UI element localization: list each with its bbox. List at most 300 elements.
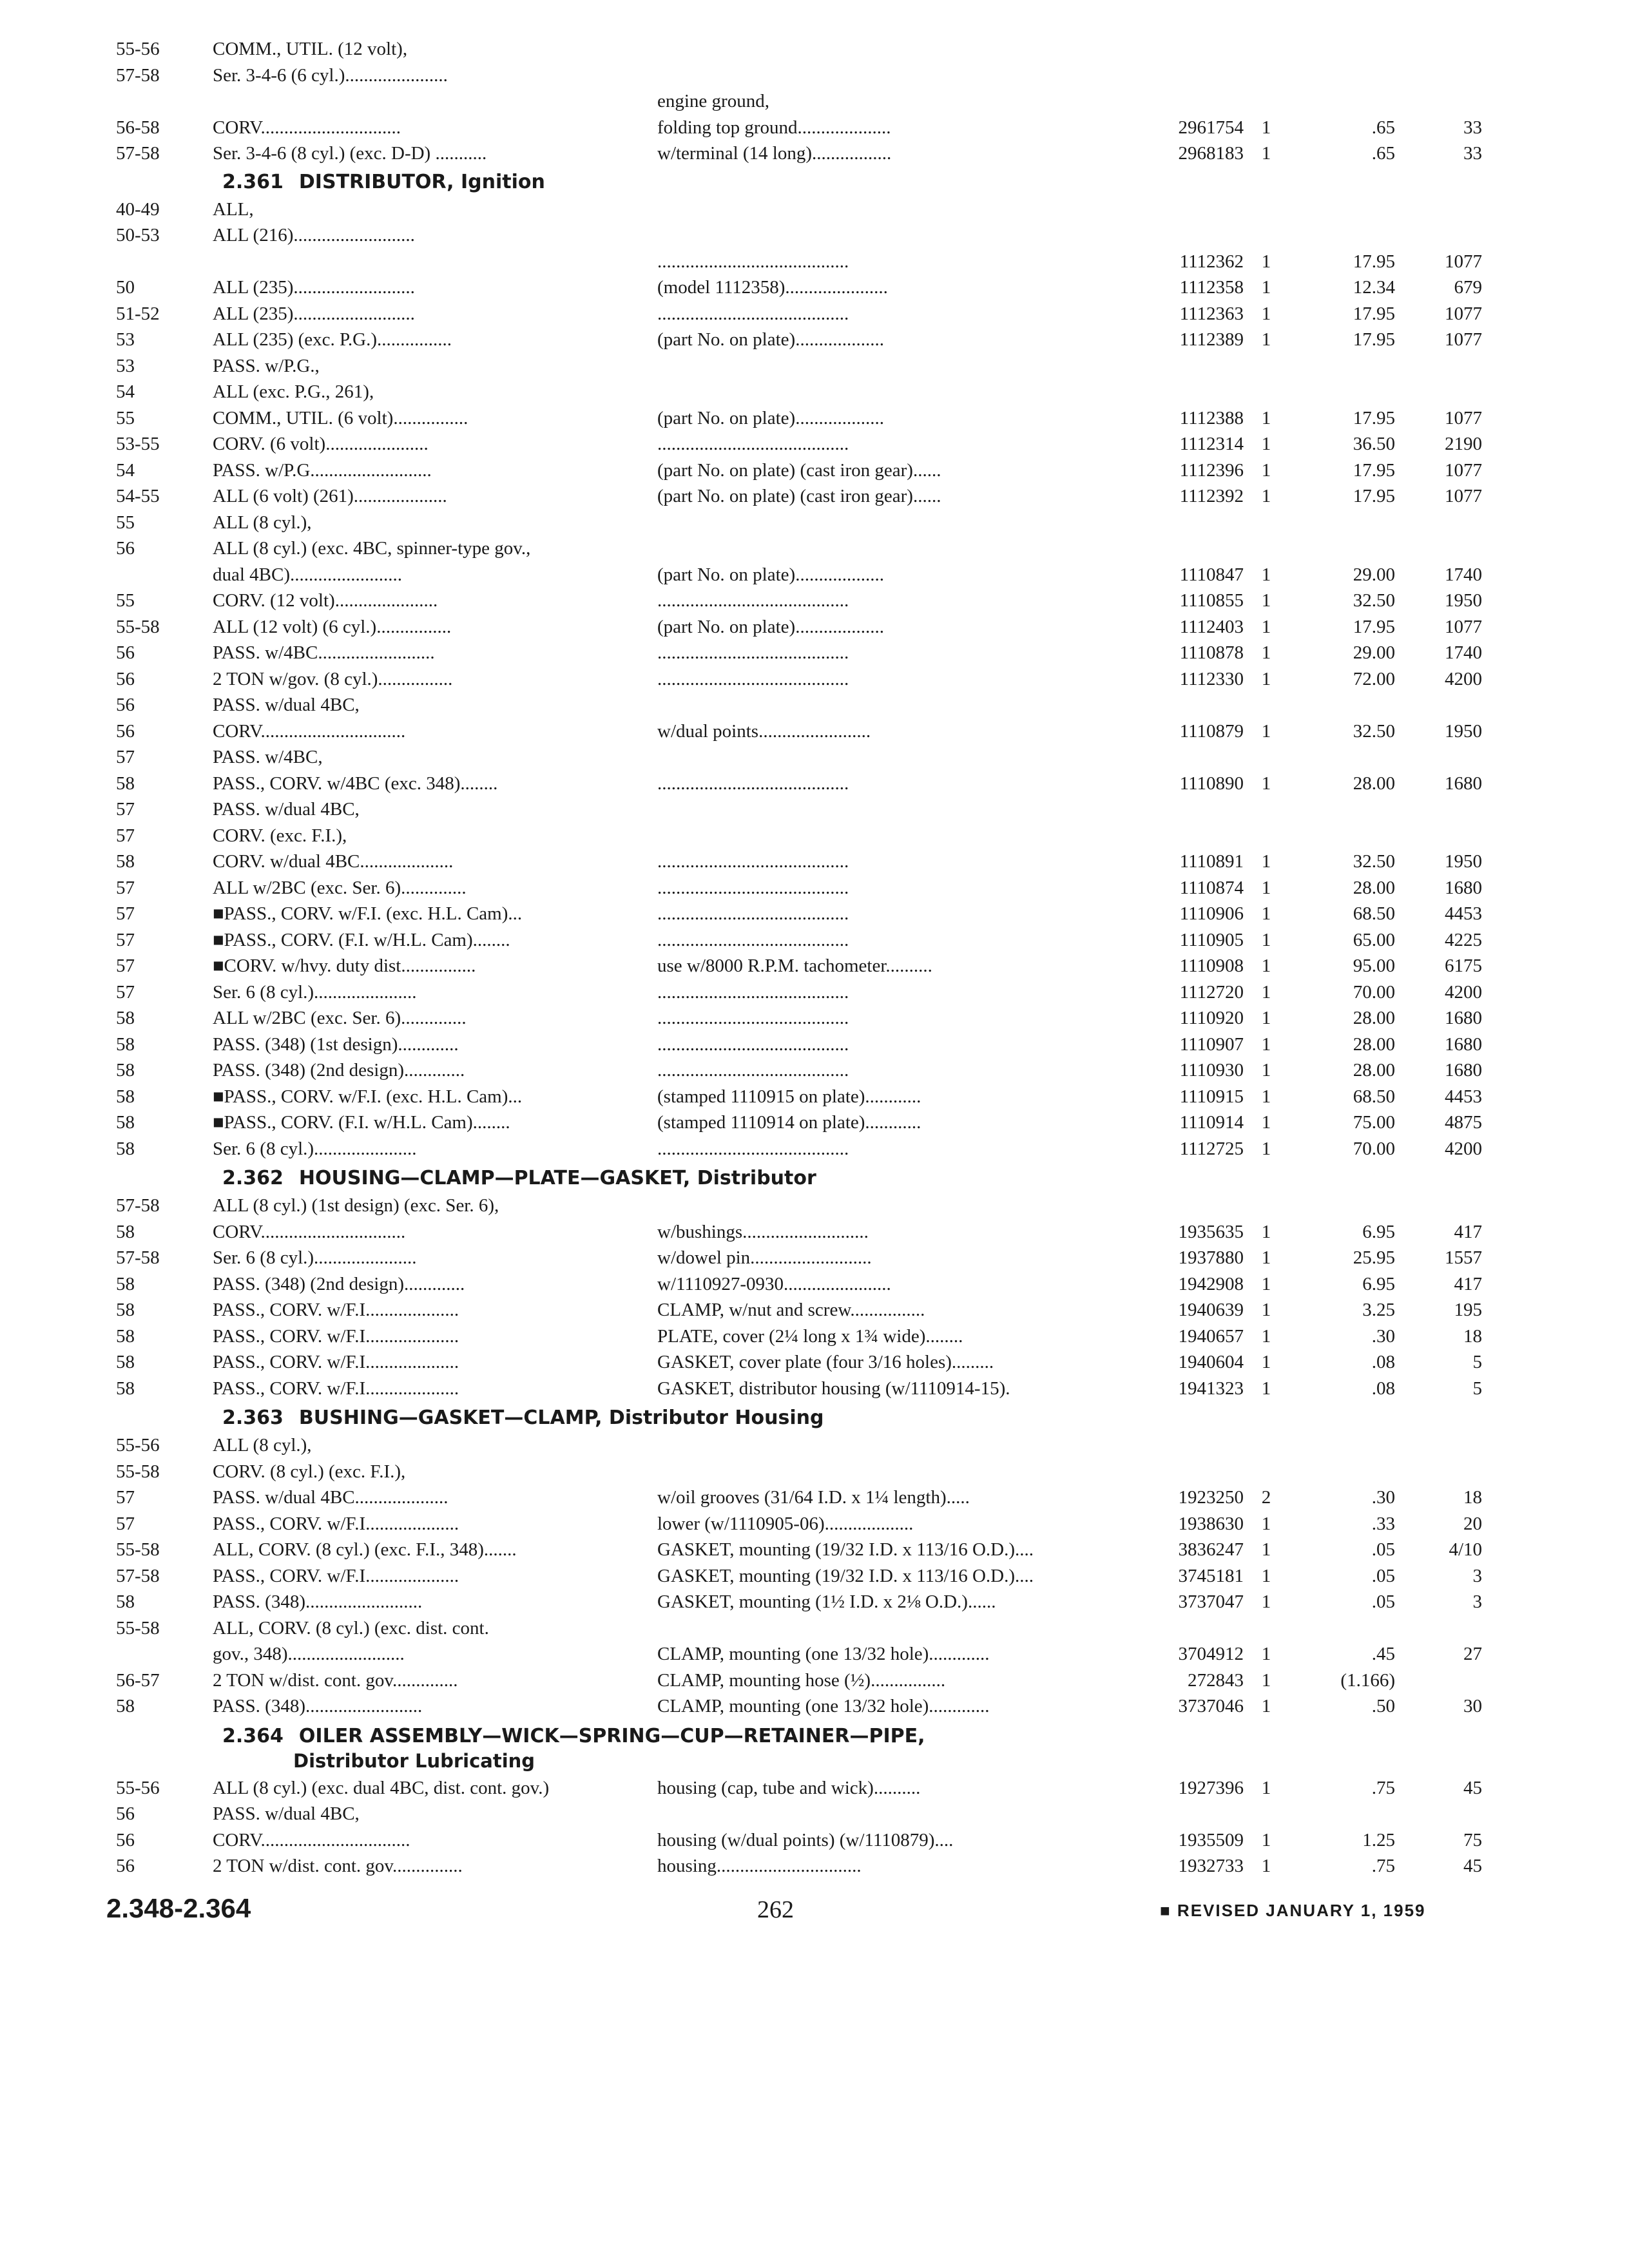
- application-cell: PASS. w/4BC,: [213, 747, 323, 767]
- description-cell: .........................................: [657, 930, 849, 950]
- application-cell: 2 TON w/gov. (8 cyl.)................: [213, 669, 453, 689]
- section-heading: [222, 1167, 816, 1190]
- description-cell: .........................................: [657, 982, 849, 1003]
- price-cell: 17.95: [1353, 303, 1395, 324]
- code-cell: 417: [1454, 1222, 1482, 1242]
- application-cell: PASS. (348).........................: [213, 1696, 423, 1716]
- code-cell: 2190: [1445, 434, 1482, 454]
- price-cell: 70.00: [1353, 982, 1395, 1003]
- description-cell: w/bushings...........................: [657, 1222, 869, 1242]
- quantity-cell: 1: [1261, 117, 1271, 138]
- part-number-cell: 1935635: [1178, 1222, 1244, 1242]
- application-cell: gov., 348).........................: [213, 1644, 405, 1664]
- year-cell: 56: [116, 695, 135, 715]
- quantity-cell: 1: [1261, 903, 1271, 924]
- code-cell: 18: [1463, 1326, 1482, 1347]
- part-number-cell: 1110920: [1179, 1008, 1244, 1028]
- quantity-cell: 1: [1261, 1566, 1271, 1586]
- quantity-cell: 1: [1261, 143, 1271, 164]
- quantity-cell: 1: [1261, 1247, 1271, 1268]
- part-number-cell: 3737047: [1178, 1591, 1244, 1612]
- part-number-cell: 1112388: [1179, 408, 1244, 428]
- year-cell: 55: [116, 590, 135, 611]
- year-cell: 58: [116, 1139, 135, 1159]
- application-cell: ALL (235)..........................: [213, 303, 415, 324]
- description-cell: housing...............................: [657, 1856, 862, 1876]
- description-cell: .........................................: [657, 669, 849, 689]
- section-number: 2.363: [222, 1407, 284, 1429]
- application-cell: CORV................................: [213, 1830, 410, 1850]
- part-number-cell: 1112363: [1179, 303, 1244, 324]
- description-cell: .........................................: [657, 851, 849, 872]
- year-cell: 58: [116, 1034, 135, 1055]
- description-cell: (part No. on plate)...................: [657, 408, 884, 428]
- quantity-cell: 1: [1261, 1591, 1271, 1612]
- code-cell: 1077: [1445, 617, 1482, 637]
- quantity-cell: 1: [1261, 1300, 1271, 1320]
- description-cell: .........................................: [657, 251, 849, 272]
- part-number-cell: 1940639: [1178, 1300, 1244, 1320]
- description-cell: lower (w/1110905-06)...................: [657, 1514, 914, 1534]
- description-cell: GASKET, mounting (1½ I.D. x 2⅛ O.D.)......: [657, 1591, 996, 1612]
- part-number-cell: 1112392: [1179, 486, 1244, 506]
- part-number-cell: 1112314: [1179, 434, 1244, 454]
- application-cell: CORV...............................: [213, 721, 406, 742]
- part-number-cell: 1932733: [1178, 1856, 1244, 1876]
- application-cell: PASS. w/dual 4BC....................: [213, 1487, 448, 1508]
- description-cell: GASKET, distributor housing (w/1110914-15).: [657, 1378, 1010, 1399]
- year-cell: 57: [116, 903, 135, 924]
- year-cell: 56-58: [116, 117, 160, 138]
- application-cell: ■PASS., CORV. (F.I. w/H.L. Cam)........: [213, 1112, 510, 1133]
- part-number-cell: 1940604: [1178, 1352, 1244, 1372]
- price-cell: .33: [1371, 1514, 1395, 1534]
- part-number-cell: 1110906: [1179, 903, 1244, 924]
- price-cell: .08: [1371, 1378, 1395, 1399]
- year-cell: 54: [116, 460, 135, 481]
- description-cell: .........................................: [657, 1060, 849, 1081]
- code-cell: 195: [1454, 1300, 1482, 1320]
- section-title: BUSHING—GASKET—CLAMP, Distributor Housing: [298, 1407, 824, 1429]
- price-cell: 32.50: [1353, 851, 1395, 872]
- code-cell: 3: [1472, 1591, 1482, 1612]
- application-cell: Ser. 6 (8 cyl.)......................: [213, 982, 417, 1003]
- price-cell: 68.50: [1353, 903, 1395, 924]
- year-cell: 57: [116, 982, 135, 1003]
- section-heading: [222, 1725, 925, 1748]
- code-cell: 1680: [1445, 1034, 1482, 1055]
- application-cell: PASS. w/4BC.........................: [213, 642, 435, 663]
- price-cell: 29.00: [1353, 564, 1395, 585]
- price-cell: 36.50: [1353, 434, 1395, 454]
- code-cell: 5: [1472, 1352, 1482, 1372]
- quantity-cell: 1: [1261, 930, 1271, 950]
- description-cell: w/dual points........................: [657, 721, 871, 742]
- part-number-cell: 1110907: [1179, 1034, 1244, 1055]
- year-cell: 55-58: [116, 1618, 160, 1639]
- year-cell: 55-56: [116, 1778, 160, 1798]
- quantity-cell: 1: [1261, 1034, 1271, 1055]
- quantity-cell: 1: [1261, 303, 1271, 324]
- year-cell: 55: [116, 512, 135, 533]
- quantity-cell: 1: [1261, 982, 1271, 1003]
- application-cell: PASS., CORV. w/F.I....................: [213, 1378, 459, 1399]
- part-number-cell: 1112330: [1179, 669, 1244, 689]
- application-cell: CORV..............................: [213, 117, 401, 138]
- description-cell: (part No. on plate) (cast iron gear)......: [657, 486, 941, 506]
- year-cell: 56: [116, 1803, 135, 1824]
- description-cell: GASKET, cover plate (four 3/16 holes).........: [657, 1352, 994, 1372]
- code-cell: 1077: [1445, 303, 1482, 324]
- year-cell: 55: [116, 408, 135, 428]
- application-cell: PASS., CORV. w/F.I....................: [213, 1514, 459, 1534]
- part-number-cell: 2968183: [1178, 143, 1244, 164]
- application-cell: Ser. 3-4-6 (8 cyl.) (exc. D-D) ...........: [213, 143, 487, 164]
- quantity-cell: 1: [1261, 1830, 1271, 1850]
- quantity-cell: 1: [1261, 1274, 1271, 1294]
- quantity-cell: 1: [1261, 590, 1271, 611]
- year-cell: 58: [116, 1326, 135, 1347]
- application-cell: PASS. (348).........................: [213, 1591, 423, 1612]
- description-cell: (part No. on plate)...................: [657, 564, 884, 585]
- application-cell: ■PASS., CORV. (F.I. w/H.L. Cam)........: [213, 930, 510, 950]
- price-cell: .65: [1371, 143, 1395, 164]
- part-number-cell: 1937880: [1178, 1247, 1244, 1268]
- year-cell: 57: [116, 1514, 135, 1534]
- price-cell: 12.34: [1353, 277, 1395, 298]
- year-cell: 55-58: [116, 617, 160, 637]
- price-cell: 6.95: [1362, 1222, 1395, 1242]
- application-cell: dual 4BC)........................: [213, 564, 403, 585]
- year-cell: 58: [116, 773, 135, 794]
- code-cell: 1077: [1445, 251, 1482, 272]
- application-cell: ALL (235)..........................: [213, 277, 415, 298]
- year-cell: 58: [116, 1008, 135, 1028]
- part-number-cell: 1110890: [1179, 773, 1244, 794]
- part-number-cell: 1110891: [1179, 851, 1244, 872]
- quantity-cell: 1: [1261, 1326, 1271, 1347]
- quantity-cell: 1: [1261, 408, 1271, 428]
- application-cell: ALL (8 cyl.) (exc. 4BC, spinner-type gov.,: [213, 538, 531, 559]
- year-cell: 54-55: [116, 486, 160, 506]
- application-cell: ALL (8 cyl.),: [213, 1435, 312, 1456]
- quantity-cell: 1: [1261, 1060, 1271, 1081]
- part-number-cell: 1942908: [1178, 1274, 1244, 1294]
- part-number-cell: 1112358: [1179, 277, 1244, 298]
- description-cell: w/oil grooves (31/64 I.D. x 1¼ length).....: [657, 1487, 970, 1508]
- quantity-cell: 1: [1261, 773, 1271, 794]
- description-cell: .........................................: [657, 903, 849, 924]
- code-cell: 1557: [1445, 1247, 1482, 1268]
- code-cell: 1680: [1445, 1060, 1482, 1081]
- application-cell: ALL (235) (exc. P.G.)................: [213, 329, 452, 350]
- price-cell: 28.00: [1353, 773, 1395, 794]
- year-cell: 56-57: [116, 1670, 160, 1691]
- price-cell: 32.50: [1353, 721, 1395, 742]
- code-cell: 4200: [1445, 982, 1482, 1003]
- year-cell: 51-52: [116, 303, 160, 324]
- part-number-cell: 1927396: [1178, 1778, 1244, 1798]
- part-number-cell: 3737046: [1178, 1696, 1244, 1716]
- application-cell: ■PASS., CORV. w/F.I. (exc. H.L. Cam)...: [213, 903, 523, 924]
- code-cell: 4453: [1445, 1086, 1482, 1107]
- year-cell: 57-58: [116, 65, 160, 86]
- price-cell: .75: [1371, 1778, 1395, 1798]
- code-cell: 20: [1463, 1514, 1482, 1534]
- description-cell: housing (cap, tube and wick)..........: [657, 1778, 921, 1798]
- price-cell: .08: [1371, 1352, 1395, 1372]
- part-number-cell: 1110908: [1179, 956, 1244, 976]
- price-cell: 17.95: [1353, 251, 1395, 272]
- section-heading: [222, 1407, 824, 1430]
- price-cell: (1.166): [1340, 1670, 1395, 1691]
- part-number-cell: 1941323: [1178, 1378, 1244, 1399]
- section-heading: [222, 171, 545, 194]
- year-cell: 58: [116, 1274, 135, 1294]
- description-cell: CLAMP, mounting (one 13/32 hole).............: [657, 1644, 990, 1664]
- code-cell: 45: [1463, 1856, 1482, 1876]
- description-cell: .........................................: [657, 590, 849, 611]
- quantity-cell: 1: [1261, 1139, 1271, 1159]
- code-cell: 1950: [1445, 851, 1482, 872]
- year-cell: 57-58: [116, 1195, 160, 1216]
- quantity-cell: 1: [1261, 956, 1271, 976]
- year-cell: 58: [116, 1300, 135, 1320]
- description-cell: CLAMP, w/nut and screw................: [657, 1300, 925, 1320]
- application-cell: CORV. (8 cyl.) (exc. F.I.),: [213, 1461, 406, 1482]
- price-cell: 25.95: [1353, 1247, 1395, 1268]
- application-cell: ALL,: [213, 199, 254, 220]
- quantity-cell: 1: [1261, 1222, 1271, 1242]
- application-cell: PASS., CORV. w/F.I....................: [213, 1326, 459, 1347]
- part-number-cell: 1940657: [1178, 1326, 1244, 1347]
- description-cell: engine ground,: [657, 91, 769, 111]
- description-cell: housing (w/dual points) (w/1110879)....: [657, 1830, 954, 1850]
- description-cell: CLAMP, mounting (one 13/32 hole).............: [657, 1696, 990, 1716]
- part-number-cell: 1110878: [1179, 642, 1244, 663]
- application-cell: CORV. (12 volt)......................: [213, 590, 438, 611]
- price-cell: 29.00: [1353, 642, 1395, 663]
- year-cell: 58: [116, 1352, 135, 1372]
- year-cell: 50-53: [116, 225, 160, 245]
- application-cell: PASS., CORV. w/4BC (exc. 348)........: [213, 773, 498, 794]
- description-cell: w/1110927-0930.......................: [657, 1274, 891, 1294]
- application-cell: PASS. w/dual 4BC,: [213, 695, 360, 715]
- code-cell: 1740: [1445, 564, 1482, 585]
- application-cell: ALL w/2BC (exc. Ser. 6)..............: [213, 878, 467, 898]
- code-cell: 679: [1454, 277, 1482, 298]
- year-cell: 58: [116, 1060, 135, 1081]
- price-cell: 28.00: [1353, 878, 1395, 898]
- price-cell: .50: [1371, 1696, 1395, 1716]
- application-cell: PASS., CORV. w/F.I....................: [213, 1566, 459, 1586]
- part-number-cell: 1112403: [1179, 617, 1244, 637]
- quantity-cell: 1: [1261, 721, 1271, 742]
- quantity-cell: 1: [1261, 1670, 1271, 1691]
- application-cell: ALL (12 volt) (6 cyl.)................: [213, 617, 452, 637]
- quantity-cell: 1: [1261, 1112, 1271, 1133]
- code-cell: 1077: [1445, 408, 1482, 428]
- price-cell: 3.25: [1362, 1300, 1395, 1320]
- part-number-cell: 1110874: [1179, 878, 1244, 898]
- year-cell: 55-58: [116, 1461, 160, 1482]
- quantity-cell: 1: [1261, 1378, 1271, 1399]
- footer-revised-note: ■ REVISED JANUARY 1, 1959: [1160, 1901, 1426, 1920]
- section-number: 2.364: [222, 1725, 284, 1747]
- quantity-cell: 1: [1261, 1539, 1271, 1560]
- price-cell: 17.95: [1353, 486, 1395, 506]
- quantity-cell: 1: [1261, 1086, 1271, 1107]
- code-cell: 4200: [1445, 669, 1482, 689]
- description-cell: (part No. on plate) (cast iron gear)......: [657, 460, 941, 481]
- year-cell: 58: [116, 1222, 135, 1242]
- part-number-cell: 2961754: [1178, 117, 1244, 138]
- application-cell: COMM., UTIL. (6 volt)................: [213, 408, 468, 428]
- year-cell: 57: [116, 878, 135, 898]
- application-cell: Ser. 6 (8 cyl.)......................: [213, 1247, 417, 1268]
- description-cell: (stamped 1110915 on plate)............: [657, 1086, 921, 1107]
- year-cell: 55-58: [116, 1539, 160, 1560]
- price-cell: 32.50: [1353, 590, 1395, 611]
- code-cell: 27: [1463, 1644, 1482, 1664]
- application-cell: ALL (exc. P.G., 261),: [213, 381, 374, 402]
- price-cell: .05: [1371, 1566, 1395, 1586]
- description-cell: use w/8000 R.P.M. tachometer..........: [657, 956, 932, 976]
- quantity-cell: 1: [1261, 1856, 1271, 1876]
- part-number-cell: 1112362: [1179, 251, 1244, 272]
- application-cell: 2 TON w/dist. cont. gov..............: [213, 1670, 458, 1691]
- code-cell: 1680: [1445, 878, 1482, 898]
- part-number-cell: 1110855: [1179, 590, 1244, 611]
- quantity-cell: 1: [1261, 1352, 1271, 1372]
- part-number-cell: 1112396: [1179, 460, 1244, 481]
- price-cell: .30: [1371, 1487, 1395, 1508]
- part-number-cell: 272843: [1188, 1670, 1244, 1691]
- quantity-cell: 1: [1261, 1696, 1271, 1716]
- code-cell: 45: [1463, 1778, 1482, 1798]
- description-cell: w/terminal (14 long).................: [657, 143, 892, 164]
- price-cell: .05: [1371, 1539, 1395, 1560]
- quantity-cell: 1: [1261, 1514, 1271, 1534]
- quantity-cell: 1: [1261, 460, 1271, 481]
- description-cell: .........................................: [657, 1008, 849, 1028]
- year-cell: 57: [116, 1487, 135, 1508]
- application-cell: COMM., UTIL. (12 volt),: [213, 39, 408, 59]
- price-cell: 17.95: [1353, 617, 1395, 637]
- description-cell: PLATE, cover (2¼ long x 1¾ wide)........: [657, 1326, 963, 1347]
- description-cell: .........................................: [657, 434, 849, 454]
- price-cell: 68.50: [1353, 1086, 1395, 1107]
- code-cell: 6175: [1445, 956, 1482, 976]
- year-cell: 56: [116, 538, 135, 559]
- part-number-cell: 1112389: [1179, 329, 1244, 350]
- application-cell: CORV. (6 volt)......................: [213, 434, 429, 454]
- quantity-cell: 1: [1261, 851, 1271, 872]
- code-cell: 1680: [1445, 1008, 1482, 1028]
- part-number-cell: 1110914: [1179, 1112, 1244, 1133]
- code-cell: 1950: [1445, 590, 1482, 611]
- year-cell: 53: [116, 356, 135, 376]
- year-cell: 56: [116, 1856, 135, 1876]
- section-number: 2.362: [222, 1167, 284, 1189]
- application-cell: PASS., CORV. w/F.I....................: [213, 1352, 459, 1372]
- quantity-cell: 1: [1261, 277, 1271, 298]
- code-cell: 4875: [1445, 1112, 1482, 1133]
- code-cell: 18: [1463, 1487, 1482, 1508]
- year-cell: 57: [116, 930, 135, 950]
- application-cell: ALL, CORV. (8 cyl.) (exc. dist. cont.: [213, 1618, 489, 1639]
- year-cell: 40-49: [116, 199, 160, 220]
- description-cell: (stamped 1110914 on plate)............: [657, 1112, 921, 1133]
- description-cell: .........................................: [657, 1139, 849, 1159]
- part-number-cell: 3704912: [1178, 1644, 1244, 1664]
- year-cell: 50: [116, 277, 135, 298]
- price-cell: 28.00: [1353, 1034, 1395, 1055]
- description-cell: (part No. on plate)...................: [657, 617, 884, 637]
- code-cell: 1950: [1445, 721, 1482, 742]
- price-cell: .75: [1371, 1856, 1395, 1876]
- part-number-cell: 1923250: [1178, 1487, 1244, 1508]
- quantity-cell: 1: [1261, 617, 1271, 637]
- part-number-cell: 3836247: [1178, 1539, 1244, 1560]
- application-cell: PASS. w/dual 4BC,: [213, 799, 360, 820]
- application-cell: ALL (8 cyl.) (1st design) (exc. Ser. 6),: [213, 1195, 499, 1216]
- application-cell: PASS. (348) (1st design).............: [213, 1034, 459, 1055]
- code-cell: 1077: [1445, 460, 1482, 481]
- part-number-cell: 1112720: [1179, 982, 1244, 1003]
- year-cell: 53: [116, 329, 135, 350]
- quantity-cell: 1: [1261, 434, 1271, 454]
- price-cell: 72.00: [1353, 669, 1395, 689]
- code-cell: 4225: [1445, 930, 1482, 950]
- section-title: OILER ASSEMBLY—WICK—SPRING—CUP—RETAINER—PIPE,: [298, 1725, 925, 1747]
- application-cell: ■PASS., CORV. w/F.I. (exc. H.L. Cam)...: [213, 1086, 523, 1107]
- year-cell: 57-58: [116, 143, 160, 164]
- application-cell: ALL w/2BC (exc. Ser. 6)..............: [213, 1008, 467, 1028]
- application-cell: CORV. w/dual 4BC....................: [213, 851, 454, 872]
- part-number-cell: 1110847: [1179, 564, 1244, 585]
- price-cell: 95.00: [1353, 956, 1395, 976]
- description-cell: CLAMP, mounting hose (½)................: [657, 1670, 946, 1691]
- code-cell: 33: [1463, 143, 1482, 164]
- part-number-cell: 1935509: [1178, 1830, 1244, 1850]
- section-title-continued: Distributor Lubricating: [293, 1750, 535, 1772]
- price-cell: 17.95: [1353, 408, 1395, 428]
- price-cell: 70.00: [1353, 1139, 1395, 1159]
- application-cell: 2 TON w/dist. cont. gov...............: [213, 1856, 463, 1876]
- part-number-cell: 1938630: [1178, 1514, 1244, 1534]
- footer-page-number: 262: [757, 1896, 794, 1923]
- application-cell: ■CORV. w/hvy. duty dist................: [213, 956, 476, 976]
- application-cell: ALL (8 cyl.) (exc. dual 4BC, dist. cont. gov.): [213, 1778, 550, 1798]
- application-cell: Ser. 3-4-6 (6 cyl.)......................: [213, 65, 448, 86]
- code-cell: 417: [1454, 1274, 1482, 1294]
- price-cell: 6.95: [1362, 1274, 1395, 1294]
- code-cell: 30: [1463, 1696, 1482, 1716]
- quantity-cell: 1: [1261, 669, 1271, 689]
- price-cell: .30: [1371, 1326, 1395, 1347]
- year-cell: 57: [116, 747, 135, 767]
- price-cell: .05: [1371, 1591, 1395, 1612]
- code-cell: 33: [1463, 117, 1482, 138]
- year-cell: 58: [116, 1696, 135, 1716]
- quantity-cell: 1: [1261, 878, 1271, 898]
- price-cell: 17.95: [1353, 460, 1395, 481]
- application-cell: ALL (216)..........................: [213, 225, 415, 245]
- quantity-cell: 1: [1261, 486, 1271, 506]
- application-cell: PASS. w/P.G.,: [213, 356, 320, 376]
- description-cell: GASKET, mounting (19/32 I.D. x 113/16 O.D.)....: [657, 1539, 1034, 1560]
